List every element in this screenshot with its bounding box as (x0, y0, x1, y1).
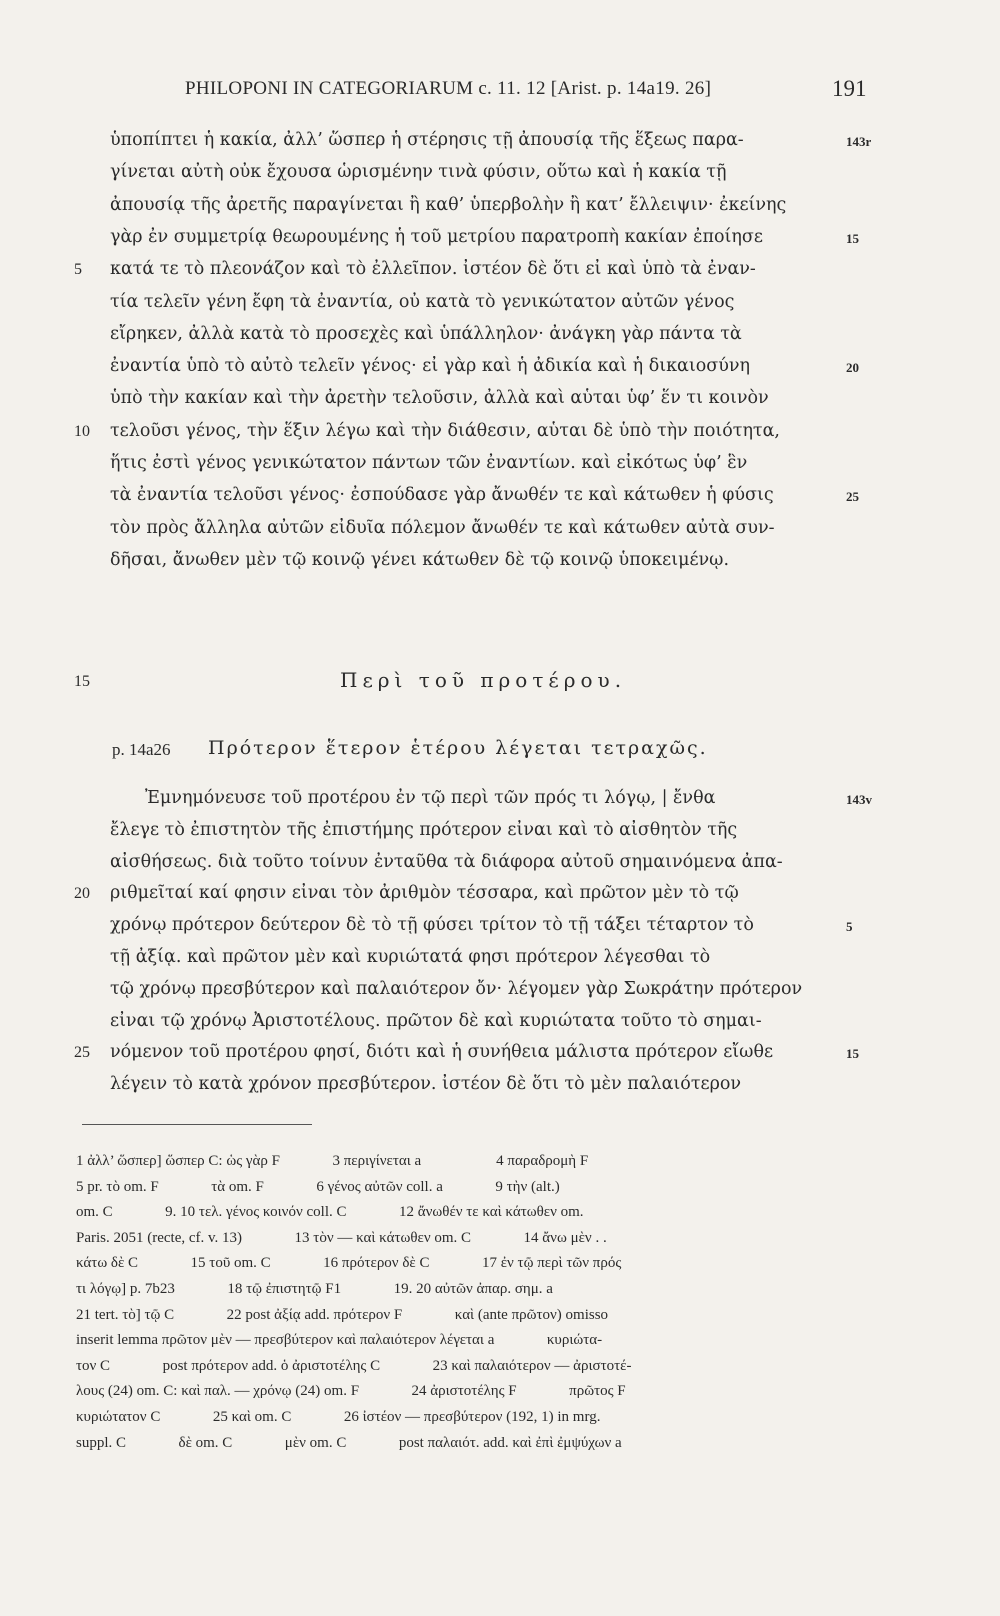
footnote-line: inserit lemma πρῶτον μὲν — πρεσβύτερον καὶ παλαιότερον λέγεται a κυριώτα- (76, 1332, 603, 1349)
footnote-line: κάτω δὲ C 15 τοῦ om. C 16 πρότερον δὲ C 17 ἐν τῷ περὶ τῶν πρός (76, 1255, 622, 1272)
line-number: 15 (74, 673, 90, 690)
text-line: δῆσαι, ἄνωθεν μὲν τῷ κοινῷ γένει κάτωθεν δὲ τῷ κοινῷ ὑποκειμένῳ. (110, 549, 730, 570)
text-line: τῷ χρόνῳ πρεσβύτερον καὶ παλαιότερον ὄν· λέγομεν γὰρ Σωκράτην πρότερον (110, 978, 803, 999)
footnote-line: λους (24) om. C: καὶ παλ. — χρόνῳ (24) om. F 24 ἀριστοτέλης F πρῶτος F (76, 1383, 626, 1400)
running-head: PHILOPONI IN CATEGORIARUM c. 11. 12 [Arist. p. 14a19. 26] (185, 78, 712, 99)
margin-reference: 25 (846, 489, 859, 505)
footnote-line: 1 ἀλλ’ ὥσπερ] ὥσπερ C: ὡς γὰρ F 3 περιγίνεται a 4 παραδρομὴ F (76, 1153, 589, 1169)
margin-reference: 143v (846, 792, 872, 807)
text-line: λέγειν τὸ κατὰ χρόνον πρεσβύτερον. ἰστέον δὲ ὅτι τὸ μὲν παλαιότερον (110, 1074, 742, 1095)
text-line: ἐναντία ὑπὸ τὸ αὐτὸ τελεῖν γένος· εἰ γὰρ καὶ ἡ ἀδικία καὶ ἡ δικαιοσύνη (110, 356, 750, 377)
margin-reference: 143r (846, 134, 872, 149)
text-line: εἶναι τῷ χρόνῳ Ἀριστοτέλους. πρῶτον δὲ καὶ κυριώτατα τοῦτο τὸ σημαι- (110, 1010, 762, 1031)
margin-reference: 15 (846, 230, 859, 246)
text-line: τὸν πρὸς ἄλληλα αὐτῶν εἰδυῖα πόλεμον ἄνωθέν τε καὶ κάτωθεν αὐτὰ συν- (110, 517, 775, 538)
text-line: γὰρ ἐν συμμετρίᾳ θεωρουμένης ἡ τοῦ μετρίου παρατροπὴ κακίαν ἐποίησε (110, 226, 763, 247)
page-number: 191 (832, 76, 867, 101)
footnote-line: κυριώτατον C 25 καὶ om. C 26 ἰστέον — πρεσβύτερον (192, 1) in mrg. (76, 1409, 601, 1425)
footnote-line: τι λόγῳ] p. 7b23 18 τῷ ἐπιστητῷ F1 19. 20 αὐτῶν ἀπαρ. σημ. a (76, 1281, 553, 1297)
text-line: ἀπουσίᾳ τῆς ἀρετῆς παραγίνεται ἢ καθ’ ὑπερβολὴν ἢ κατ’ ἔλλειψιν· ἐκείνης (110, 194, 787, 215)
text-line: ἥτις ἐστὶ γένος γενικώτατον πάντων τῶν ἐναντίων. καὶ εἰκότως ὑφ’ ἓν (110, 453, 748, 473)
text-line: τελοῦσι γένος, τὴν ἕξιν λέγω καὶ τὴν διάθεσιν, αὗται δὲ ὑπὸ τὴν ποιότητα, (110, 420, 780, 441)
line-number: 20 (74, 885, 90, 903)
text-line: ριθμεῖταί καί φησιν εἶναι τὸν ἀριθμὸν τέσσαρα, καὶ πρῶτον μὲν τὸ τῷ (110, 883, 739, 904)
text-line: αἰσθήσεως. διὰ τοῦτο τοίνυν ἐνταῦθα τὰ διάφορα αὐτοῦ σημαινόμενα ἀπα- (110, 851, 783, 872)
text-line: εἴρηκεν, ἀλλὰ κατὰ τὸ προσεχὲς καὶ ὑπάλληλον· ἀνάγκη γὰρ πάντα τὰ (110, 323, 742, 344)
footnote-line: Paris. 2051 (recte, cf. v. 13) 13 τὸν — καὶ κάτωθεν om. C 14 ἄνω μὲν . . (76, 1229, 607, 1246)
footnote-rule (82, 1124, 312, 1125)
text-line: χρόνῳ πρότερον δεύτερον δὲ τὸ τῇ φύσει τρίτον τὸ τῇ τάξει τέταρτον τὸ (110, 915, 754, 936)
footnote-line: 21 tert. τὸ] τῷ C 22 post ἀξίᾳ add. πρότερον F καὶ (ante πρῶτον) omisso (76, 1306, 609, 1323)
line-number: 5 (74, 261, 82, 279)
line-number: 10 (74, 422, 90, 440)
text-line: τία τελεῖν γένη ἔφη τὰ ἐναντία, οὐ κατὰ τὸ γενικώτατον αὐτῶν γένος (110, 291, 735, 312)
line-number: 25 (74, 1044, 90, 1062)
text-line: νόμενον τοῦ προτέρου φησί, διότι καὶ ἡ συνήθεια μάλιστα πρότερον εἴωθε (110, 1042, 774, 1063)
footnote-line: suppl. C δὲ om. C μὲν om. C post παλαιότ. add. καὶ ἐπὶ ἐμψύχων a (76, 1434, 622, 1451)
margin-reference: 15 (846, 1046, 859, 1062)
text-line: κατά τε τὸ πλεονάζον καὶ τὸ ἐλλεῖπον. ἰστέον δὲ ὅτι εἰ καὶ ὑπὸ τὰ ἐναν- (110, 259, 756, 280)
margin-reference: 20 (846, 360, 859, 376)
text-line: Ἐμνημόνευσε τοῦ προτέρου ἐν τῷ περὶ τῶν πρός τι λόγῳ, | ἔνθα (145, 788, 716, 808)
footnote-line: 5 pr. τὸ om. F τὰ om. F 6 γένος αὐτῶν coll. a 9 τὴν (alt.) (76, 1178, 560, 1195)
margin-reference: 5 (846, 919, 853, 935)
text-line: ὑπὸ τὴν κακίαν καὶ τὴν ἀρετὴν τελοῦσιν, ἀλλὰ καὶ αὗται ὑφ’ ἕν τι κοινὸν (110, 388, 769, 409)
lemma-reference: p. 14a26 (112, 740, 171, 759)
footnote-line: τον C post πρότερον add. ὁ ἀριστοτέλης C 23 καὶ παλαιότερον — ἀριστοτέ- (76, 1357, 632, 1374)
text-line: ὑποπίπτει ἡ κακία, ἀλλ’ ὥσπερ ἡ στέρησις τῇ ἀπουσίᾳ τῆς ἕξεως παρα- (110, 130, 744, 150)
text-line: τὰ ἐναντία τελοῦσι γένος· ἐσπούδασε γὰρ ἄνωθέν τε καὶ κάτωθεν ἡ φύσις (110, 485, 774, 506)
text-line: τῇ ἀξίᾳ. καὶ πρῶτον μὲν καὶ κυριώτατά φησι πρότερον λέγεσθαι τὸ (110, 947, 711, 967)
text-line: ἔλεγε τὸ ἐπιστητὸν τῆς ἐπιστήμης πρότερον εἶναι καὶ τὸ αἰσθητὸν τῆς (110, 819, 738, 840)
section-title: Περὶ τοῦ προτέρου. (340, 668, 627, 692)
footnote-line: om. C 9. 10 τελ. γένος κοινόν coll. C 12 ἄνωθέν τε καὶ κάτωθεν om. (76, 1204, 584, 1221)
text-line: γίνεται αὐτὴ οὐκ ἔχουσα ὡρισμένην τινὰ φύσιν, οὕτω καὶ ἡ κακία τῇ (110, 162, 727, 183)
lemma-text: Πρότερον ἕτερον ἑτέρου λέγεται τετραχῶς. (208, 737, 708, 759)
